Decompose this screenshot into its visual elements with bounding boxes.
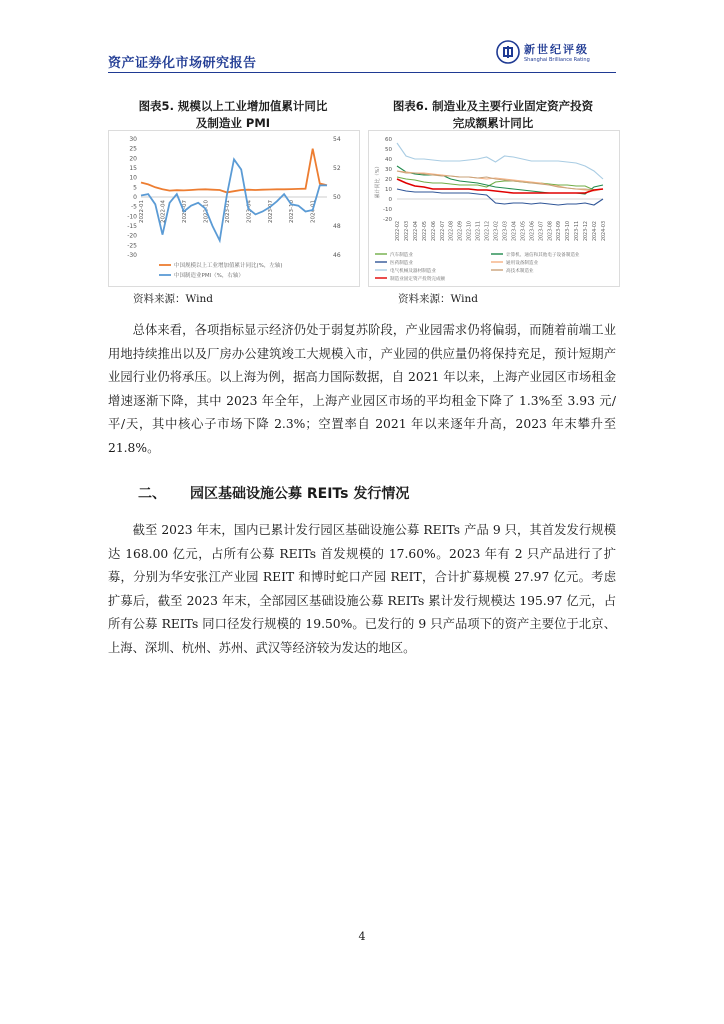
header-divider	[108, 72, 616, 73]
figure5-source: 资料来源：Wind	[133, 293, 213, 305]
x-tick-label: 2023-08	[548, 221, 554, 242]
figure5-title-line2: 及制造业 PMI	[195, 116, 271, 130]
brand-logo	[496, 38, 616, 68]
x-tick-label: 2023-06	[530, 221, 536, 242]
y-left-tick-label: -25	[127, 242, 137, 250]
x-tick-label: 2023-09	[557, 221, 563, 242]
y-right-tick-label: 50	[333, 194, 341, 201]
figure5-title	[108, 98, 358, 132]
body-paragraph-1: 总体来看，各项指标显示经济仍处于弱复苏阶段，产业园需求仍将偏弱，而随着前端工业用地持续推出以及厂房办公建筑竣工大规模入市，产业园的供应量仍将保持充足，预计短期产业园行业仍将承压。以上海为例，据高力国际数据，自 2021 年以来，上海产业园区市场租金增速逐渐下降，其中 2023 年全年，上海产业园区市场的平均租金下降了 1.3%至 3.93 元/平/天，其中核心子市场下降 2.3%；空置率自 2021 年以来逐年升高，2023 年末攀升至 21.8%。	[108, 323, 616, 455]
legend-label: 中国规模以上工业增加值累计同比(%，左轴)	[174, 263, 283, 269]
legend-label: 制造业固定资产投资完成额	[390, 277, 446, 282]
x-tick-label: 2023-07	[267, 200, 274, 223]
y-left-tick-label: 0	[133, 194, 137, 201]
y-left-tick-label: -30	[127, 252, 137, 259]
report-title: 资产证券化市场研究报告	[108, 56, 257, 71]
series-line	[141, 149, 327, 193]
x-tick-label: 2022-02	[396, 221, 401, 242]
y-left-tick-label: -20	[127, 232, 137, 240]
figure6-source: 资料来源：Wind	[398, 293, 478, 305]
x-tick-label: 2022-08	[449, 221, 455, 242]
x-tick-label: 2023-03	[503, 221, 509, 242]
y-left-tick-label: 20	[129, 155, 137, 163]
x-tick-label: 2024-02	[593, 221, 599, 242]
y-left-tick-label: -10	[127, 213, 137, 221]
y-left-tick-label: 10	[129, 174, 137, 182]
x-tick-label: 2022-10	[467, 221, 473, 242]
y-right-tick-label: 46	[333, 252, 341, 259]
x-tick-label: 2023-02	[494, 221, 500, 242]
y-right-tick-label: 54	[333, 136, 341, 143]
figure5-chart-svg	[109, 131, 359, 286]
legend-label: 医药制造业	[390, 261, 413, 266]
x-tick-label: 2023-10	[566, 221, 572, 242]
figure6-chart	[368, 130, 620, 287]
figure6-title-line1: 图表6. 制造业及主要行业固定资产投资	[392, 99, 594, 113]
y-tick-label: 0	[388, 197, 392, 203]
x-tick-label: 2023-12	[584, 221, 590, 242]
x-tick-label: 2022-11	[476, 221, 482, 242]
y-right-tick-label: 52	[333, 165, 341, 172]
y-tick-label: 20	[385, 177, 392, 183]
y-tick-label: -10	[383, 207, 392, 213]
section-title: 园区基础设施公募 REITs 发行情况	[190, 486, 410, 502]
legend-label: 通用设备制造业	[506, 261, 539, 266]
x-tick-label: 2023-10	[289, 200, 296, 223]
y-left-tick-label: 15	[129, 165, 137, 172]
x-tick-label: 2022-04	[160, 200, 167, 223]
section-heading	[138, 483, 409, 503]
logo-chinese-name: 新世纪评级	[524, 43, 589, 56]
x-tick-label: 2023-04	[246, 200, 253, 223]
y-left-tick-label: 30	[129, 136, 137, 143]
figure6-title-line2: 完成额累计同比	[452, 116, 534, 130]
x-tick-label: 2022-06	[431, 221, 437, 242]
x-tick-label: 2023-05	[521, 221, 527, 242]
y-axis-label: 累计同比（%）	[375, 163, 381, 199]
y-tick-label: 30	[385, 167, 392, 173]
y-tick-label: 40	[385, 157, 392, 163]
series-line	[141, 159, 327, 240]
legend-label: 中国制造业PMI（%，右轴）	[174, 273, 244, 279]
x-tick-label: 2022-07	[181, 200, 188, 223]
figure5-chart	[108, 130, 360, 287]
section-number: 二、	[138, 486, 166, 502]
y-left-tick-label: 5	[133, 184, 137, 192]
x-tick-label: 2024-01	[310, 200, 317, 223]
y-right-tick-label: 48	[333, 223, 341, 230]
y-tick-label: -20	[383, 217, 392, 223]
y-tick-label: 50	[385, 147, 392, 153]
legend-label: 汽车制造业	[390, 253, 413, 258]
y-left-tick-label: -5	[131, 203, 137, 211]
x-tick-label: 2024-03	[602, 221, 607, 242]
x-tick-label: 2022-05	[422, 221, 428, 242]
x-tick-label: 2022-01	[139, 200, 145, 223]
body-paragraph-2: 截至 2023 年末，国内已累计发行园区基础设施公募 REITs 产品 9 只，其首发发行规模达 168.00 亿元，占所有公募 REITs 首发规模的 17.60%。2023 年有 2 只产品进行了扩募，分别为华安张江产业园 REIT 和博时蛇口产园 REIT，合计扩募规模 27.97 亿元。考虑扩募后，截至 2023 年末，全部园区基础设施公募 REITs 累计发行规模达 195.97 亿元，占所有公募 REITs 同口径发行规模的 19.50%。已发行的 9 只产品项下的资产主要位于北京、上海、深圳、杭州、苏州、武汉等经济较为发达的地区。	[108, 523, 616, 655]
y-left-tick-label: -15	[127, 223, 137, 230]
x-tick-label: 2022-09	[458, 221, 464, 242]
legend-label: 电气机械及器材制造业	[390, 269, 436, 274]
y-tick-label: 10	[385, 187, 392, 193]
x-tick-label: 2023-04	[512, 221, 518, 242]
x-tick-label: 2023-11	[575, 221, 581, 242]
x-tick-label: 2022-04	[413, 221, 419, 242]
x-tick-label: 2022-03	[404, 221, 410, 242]
logo-english-name: Shanghai Brilliance Rating	[524, 57, 590, 63]
x-tick-label: 2022-12	[485, 221, 491, 242]
figure6-chart-svg	[369, 131, 619, 286]
legend-label: 高技术制造业	[506, 269, 534, 274]
figure5-title-line1: 图表5. 规模以上工业增加值累计同比	[138, 99, 328, 113]
figure6-title	[368, 98, 618, 132]
x-tick-label: 2022-10	[203, 200, 210, 223]
x-tick-label: 2023-07	[539, 221, 545, 242]
page-header	[108, 34, 616, 74]
logo-emblem-icon	[496, 40, 520, 64]
legend-label: 计算机、通信和其他电子设备制造业	[506, 253, 580, 258]
page-number: 4	[358, 930, 366, 943]
x-tick-label: 2023-01	[224, 200, 231, 223]
y-left-tick-label: 25	[129, 145, 137, 153]
x-tick-label: 2022-07	[440, 221, 446, 242]
y-tick-label: 60	[385, 137, 392, 143]
